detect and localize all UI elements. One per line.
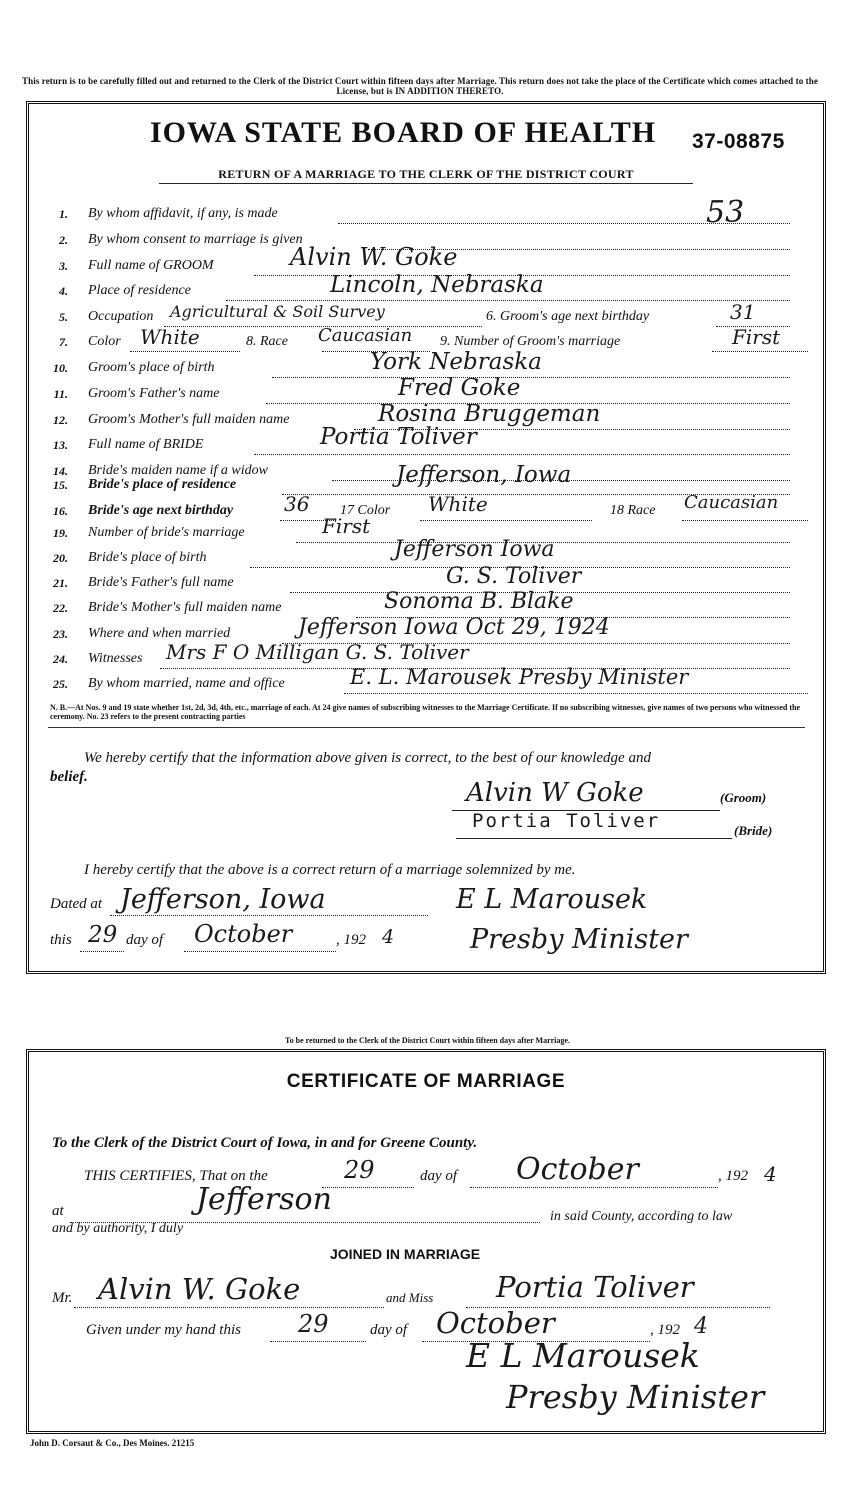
field-number: 24.	[53, 652, 68, 666]
field-number: 19.	[53, 526, 68, 540]
field-label: Place of residence	[88, 283, 191, 298]
field-number: 11.	[53, 387, 68, 401]
officiant-signature[interactable]: E L Marousek	[456, 884, 648, 915]
field-number: 23.	[53, 627, 68, 641]
field-row-occupation	[0, 300, 855, 332]
to-clerk-text: To the Clerk of the District Court of Iowa, in and for Greene County.	[52, 1135, 478, 1151]
field-number: 10.	[53, 361, 68, 375]
occupation-value[interactable]: Agricultural & Soil Survey	[170, 302, 385, 321]
instruction-note: This return is to be carefully filled out and returned to the Clerk of the District Court within fifteen days after Marriage. This return does not take the place of the Certificate which comes attached to the License, but is IN ADDITION THERETO.	[22, 76, 818, 96]
cert-place-value[interactable]: Jefferson	[196, 1182, 332, 1217]
cert-day-of-label: day of	[420, 1168, 458, 1184]
field-label: 17 Color	[340, 503, 391, 518]
field-label: Bride's Mother's full maiden name	[88, 600, 282, 615]
divider	[48, 727, 805, 728]
bride-birthplace-value[interactable]: Jefferson Iowa	[394, 537, 555, 562]
field-label: Occupation	[88, 309, 154, 324]
field-row-officiant	[0, 665, 855, 699]
field-number: 4.	[59, 284, 68, 298]
cert-bride-value[interactable]: Portia Toliver	[496, 1270, 694, 1304]
field-number: 5.	[59, 310, 68, 324]
cert-year-prefix: , 192	[718, 1168, 748, 1184]
groom-label: (Groom)	[720, 790, 767, 805]
bride-signature-line	[456, 838, 732, 839]
and-miss-label: and Miss	[386, 1290, 434, 1305]
groom-race-value[interactable]: Caucasian	[318, 325, 413, 346]
dated-label: Dated at	[50, 896, 103, 912]
certifies-label: THIS CERTIFIES, That on the	[84, 1168, 268, 1184]
given-year-digit[interactable]: 4	[694, 1314, 708, 1339]
groom-mother-value[interactable]: Rosina Bruggeman	[378, 401, 601, 427]
field-label: Number of bride's marriage	[88, 525, 245, 540]
field-label: By whom consent to marriage is given	[88, 232, 303, 247]
field-label: Bride's maiden name if a widow	[88, 463, 268, 478]
certificate-number: 37-08875	[692, 130, 785, 153]
at-label: at	[52, 1203, 64, 1219]
bride-mother-value[interactable]: Sonoma B. Blake	[384, 589, 574, 614]
groom-residence-value[interactable]: Lincoln, Nebraska	[330, 272, 544, 298]
field-row-affidavit	[0, 195, 855, 230]
bride-marriage-number-value[interactable]: First	[322, 514, 371, 538]
field-label: 6. Groom's age next birthday	[486, 309, 650, 324]
groom-father-value[interactable]: Fred Goke	[398, 375, 521, 401]
marriage-place-date-value[interactable]: Jefferson Iowa Oct 29, 1924	[298, 615, 610, 640]
certify-officiant-text: I hereby certify that the above is a correct return of a marriage solemnized by me.	[84, 862, 576, 878]
year-prefix: , 192	[336, 932, 366, 948]
groom-name-value[interactable]: Alvin W. Goke	[290, 243, 458, 271]
groom-color-value[interactable]: White	[140, 325, 200, 349]
field-label: By whom married, name and office	[88, 676, 285, 691]
field-row-bride-birthplace	[0, 537, 855, 573]
field-number: 21.	[53, 576, 68, 590]
dated-place-value[interactable]: Jefferson, Iowa	[120, 884, 326, 915]
officiant-title[interactable]: Presby Minister	[470, 924, 688, 955]
bride-color-value[interactable]: White	[428, 492, 488, 516]
field-line	[344, 693, 808, 694]
witnesses-value[interactable]: Mrs F O Milligan G. S. Toliver	[166, 640, 469, 664]
field-number: 20.	[53, 551, 68, 565]
cert-signature-title[interactable]: Presby Minister	[506, 1378, 765, 1416]
field-label: Bride's place of residence	[88, 477, 237, 492]
field-number: 14.	[53, 464, 68, 478]
bride-father-value[interactable]: G. S. Toliver	[446, 564, 582, 589]
joined-heading: JOINED IN MARRIAGE	[330, 1246, 481, 1262]
month-line	[184, 951, 336, 952]
field-number: 15.	[53, 478, 68, 492]
bride-race-value[interactable]: Caucasian	[684, 492, 779, 513]
field-number: 7.	[59, 335, 68, 349]
affidavit-value[interactable]: 53	[706, 195, 745, 230]
field-row-groom-residence	[0, 272, 855, 306]
certify-text: We hereby certify that the information above given is correct, to the best of our knowledge and	[84, 750, 651, 766]
groom-age-value[interactable]: 31	[730, 300, 756, 324]
field-number: 25.	[53, 677, 68, 691]
field-label: 18 Race	[610, 503, 656, 518]
county-label: in said County, according to law	[550, 1209, 733, 1224]
field-number: 2.	[59, 233, 68, 247]
printer-imprint: John D. Corsaut & Co., Des Moines. 21215	[30, 1438, 195, 1448]
field-number: 13.	[53, 438, 68, 452]
field-number: 1.	[59, 207, 68, 221]
nb-note: N. B.—At Nos. 9 and 19 state whether 1st, 2d, 3d, 4th, etc., marriage of each. At 24 give names of subscribing witnesses to the Marriage Certificate. If no subscribing witnesses, give names of two persons who witnessed the ceremony. No. 23 refers to the present contracting parties	[50, 703, 801, 721]
cert-month-value[interactable]: October	[516, 1152, 639, 1187]
field-line	[420, 520, 592, 521]
cert-day-value[interactable]: 29	[344, 1156, 375, 1184]
dated-day-value[interactable]: 29	[88, 922, 118, 948]
field-line	[226, 300, 790, 301]
certificate-frame	[26, 1049, 826, 1434]
form-subtitle: RETURN OF A MARRIAGE TO THE CLERK OF THE DISTRICT COURT	[218, 167, 634, 181]
dated-month-value[interactable]: October	[194, 920, 293, 948]
dated-year-digit[interactable]: 4	[382, 926, 395, 948]
bride-age-value[interactable]: 36	[284, 492, 310, 516]
given-label: Given under my hand this	[86, 1322, 241, 1338]
field-label: Bride's Father's full name	[88, 575, 234, 590]
mr-label: Mr.	[52, 1290, 73, 1306]
cert-year-digit[interactable]: 4	[764, 1162, 777, 1186]
field-line	[682, 520, 808, 521]
field-number: 12.	[53, 413, 68, 427]
bride-label: (Bride)	[734, 823, 773, 838]
given-month-value[interactable]: October	[436, 1306, 555, 1340]
field-label: Witnesses	[88, 651, 143, 666]
field-label: By whom affidavit, if any, is made	[88, 206, 278, 221]
field-label: Full name of GROOM	[88, 258, 214, 273]
groom-signature[interactable]: Alvin W Goke	[466, 778, 644, 808]
cert-month-line	[470, 1187, 718, 1188]
bride-residence-value[interactable]: Jefferson, Iowa	[396, 462, 572, 488]
given-day-value[interactable]: 29	[298, 1310, 329, 1338]
field-label: Where and when married	[88, 626, 231, 641]
groom-marriage-number-value[interactable]: First	[732, 325, 781, 349]
day-of-label: day of	[126, 932, 164, 948]
return-note: To be returned to the Clerk of the District Court within fifteen days after Marriage.	[285, 1036, 570, 1045]
field-label: Bride's age next birthday	[88, 503, 234, 518]
officiant-value[interactable]: E. L. Marousek Presby Minister	[350, 665, 689, 689]
field-row-bride-name	[0, 424, 855, 460]
field-label: 8. Race	[246, 334, 288, 349]
field-line	[272, 377, 790, 378]
dated-line	[110, 915, 428, 916]
field-label: Groom's Father's name	[88, 386, 220, 401]
field-label: Groom's place of birth	[88, 360, 215, 375]
this-label: this	[50, 932, 72, 948]
field-label: Bride's place of birth	[88, 550, 207, 565]
field-label: Color	[88, 334, 121, 349]
divider	[159, 183, 693, 184]
groom-line	[74, 1307, 384, 1308]
field-line	[130, 351, 240, 352]
field-label: 9. Number of Groom's marriage	[440, 334, 621, 349]
certificate-title: CERTIFICATE OF MARRIAGE	[286, 1071, 566, 1092]
groom-birthplace-value[interactable]: York Nebraska	[370, 349, 542, 375]
field-label: Full name of BRIDE	[88, 437, 204, 452]
given-day-of-label: day of	[370, 1322, 408, 1338]
form-title: IOWA STATE BOARD OF HEALTH	[150, 116, 657, 149]
field-line	[254, 454, 790, 455]
given-year-prefix: , 192	[650, 1322, 680, 1338]
certify-text-belief: belief.	[50, 769, 88, 785]
field-label: Groom's Mother's full maiden name	[88, 412, 290, 427]
authority-label: and by authority, I duly	[52, 1221, 184, 1236]
bride-signature[interactable]: Portia Toliver	[472, 810, 661, 832]
field-number: 22.	[53, 601, 68, 615]
bride-name-value[interactable]: Portia Toliver	[320, 424, 477, 450]
day-line	[80, 951, 124, 952]
cert-signature[interactable]: E L Marousek	[466, 1336, 700, 1375]
cert-day-line	[322, 1187, 414, 1188]
cert-groom-value[interactable]: Alvin W. Goke	[98, 1272, 301, 1306]
field-number: 3.	[59, 259, 68, 273]
field-line	[712, 351, 808, 352]
field-number: 16.	[53, 504, 68, 518]
given-day-line	[270, 1341, 366, 1342]
